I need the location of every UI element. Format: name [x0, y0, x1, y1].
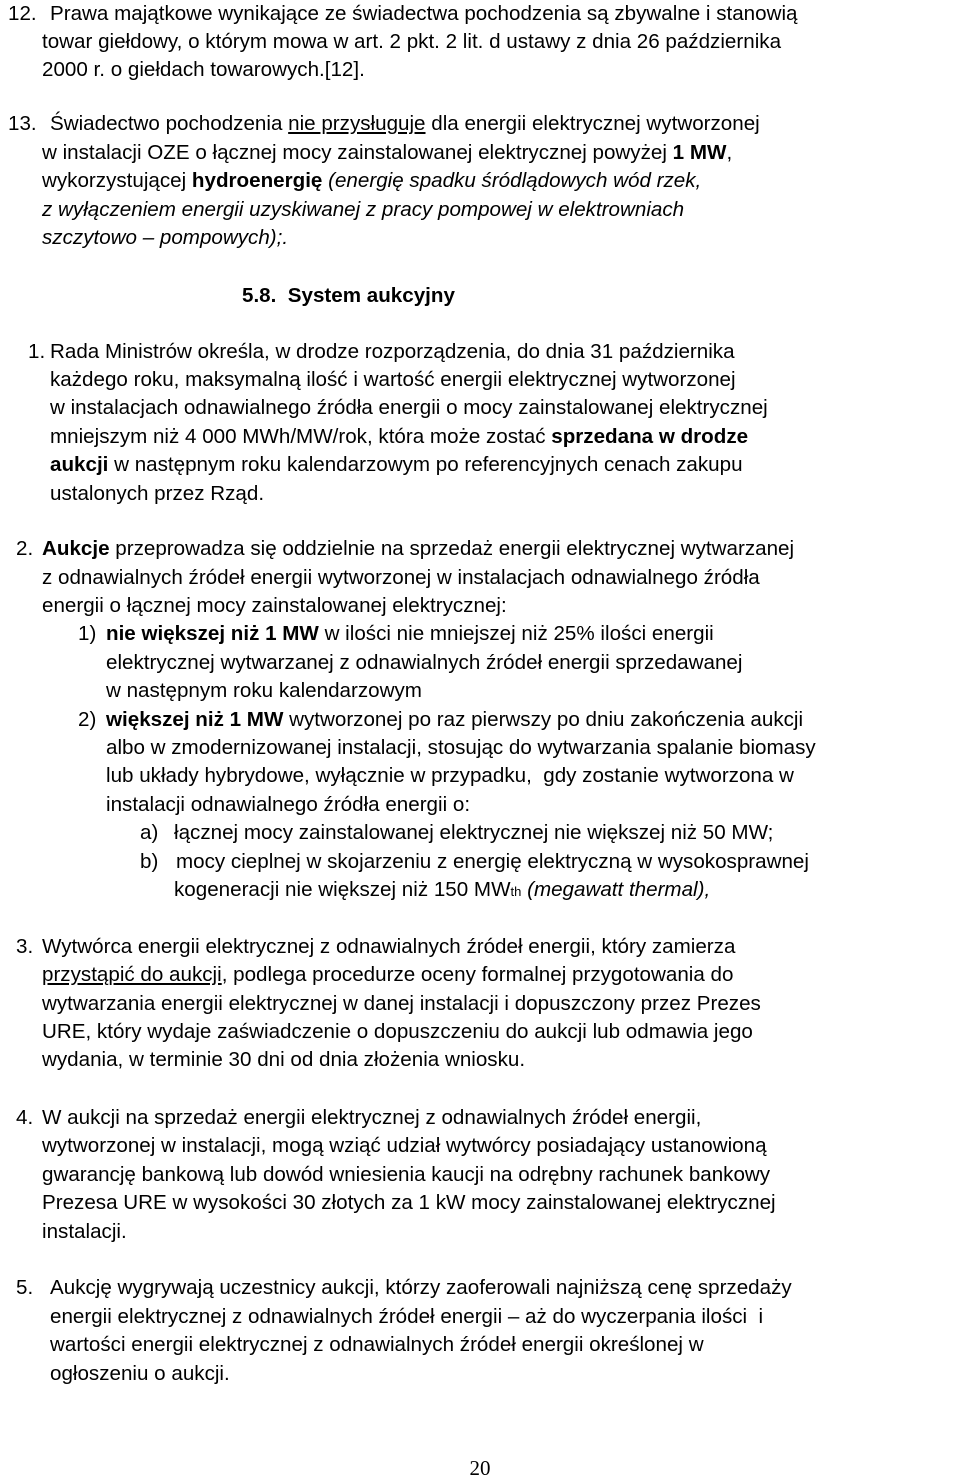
- text-line: wartości energii elektrycznej z odnawialnych źródeł energii określonej w: [50, 1333, 704, 1356]
- text-line: szczytowo – pompowych);.: [42, 226, 289, 249]
- text-line: lub układy hybrydowe, wyłącznie w przypadku, gdy zostanie wytworzona w: [106, 764, 794, 787]
- text-line: Prezesa URE w wysokości 30 złotych za 1 kW mocy zainstalowanej elektrycznej: [42, 1191, 776, 1214]
- subscript-text: th: [510, 884, 522, 899]
- text-line: Aukcję wygrywają uczestnicy aukcji, którzy zaoferowali najniższą cenę sprzedaży: [50, 1276, 792, 1299]
- text-line: energii elektrycznej z odnawialnych źródeł energii – aż do wyczerpania ilości i: [50, 1305, 764, 1328]
- text-line: w instalacjach odnawialnego źródła energii o mocy zainstalowanej elektrycznej: [50, 396, 768, 419]
- text-run: w instalacji OZE o łącznej mocy zainstalowanej elektrycznej powyżej: [42, 141, 673, 164]
- item-number: 5.: [16, 1276, 34, 1299]
- text-run: , podlega procedurze oceny formalnej przygotowania do: [221, 963, 734, 986]
- text-line: wytworzonej w instalacji, mogą wziąć udział wytwórcy posiadający ustanowioną: [42, 1134, 767, 1157]
- text-line: [106, 620, 714, 649]
- item-number: 4.: [16, 1106, 34, 1129]
- text-line: [42, 139, 732, 168]
- text-line: Prawa majątkowe wynikające ze świadectwa pochodzenia są zbywalne i stanowią: [50, 2, 798, 25]
- paragraph-number: 13.: [8, 112, 37, 135]
- bold-text: większej niż 1 MW: [106, 708, 284, 731]
- text-line: [50, 110, 760, 139]
- text-line: w następnym roku kalendarzowym: [106, 679, 422, 702]
- underlined-text: nie przysługuje: [288, 112, 426, 135]
- text-line: łącznej mocy zainstalowanej elektrycznej nie większej niż 50 MW;: [174, 821, 774, 844]
- text-run: kogeneracji nie większej niż 150 MW: [174, 878, 511, 901]
- text-line: elektrycznej wytwarzanej z odnawialnych źródeł energii sprzedawanej: [106, 651, 743, 674]
- text-line: wytwarzania energii elektrycznej w danej instalacji i dopuszczony przez Prezes: [42, 992, 761, 1015]
- text-run: dla energii elektrycznej wytworzonej: [425, 112, 760, 135]
- bold-text: sprzedana w drodze: [551, 425, 749, 448]
- text-line: instalacji.: [42, 1220, 127, 1243]
- text-line: [42, 961, 733, 990]
- bold-text: aukcji: [50, 453, 109, 476]
- text-line: energii o łącznej mocy zainstalowanej elektrycznej:: [42, 594, 507, 617]
- text-line: [50, 423, 748, 452]
- text-run: Świadectwo pochodzenia: [50, 112, 289, 135]
- bold-text: hydroenergię: [191, 169, 323, 192]
- text-run: przeprowadza się oddzielnie na sprzedaż energii elektrycznej wytwarzanej: [109, 537, 795, 560]
- page-number: 20: [469, 1456, 491, 1480]
- italic-text: (megawatt thermal),: [521, 878, 711, 901]
- bold-text: nie większej niż 1 MW: [106, 622, 319, 645]
- text-run: wykorzystującej: [42, 169, 192, 192]
- text-line: instalacji odnawialnego źródła energii o:: [106, 793, 471, 816]
- text-run: w następnym roku kalendarzowym po referencyjnych cenach zakupu: [108, 453, 743, 476]
- text-line: W aukcji na sprzedaż energii elektrycznej z odnawialnych źródeł energii,: [42, 1106, 702, 1129]
- underlined-text: przystąpić do aukcji: [42, 963, 222, 986]
- text-line: mocy cieplnej w skojarzeniu z energię elektryczną w wysokosprawnej: [176, 850, 809, 873]
- subitem-number: 1): [78, 622, 97, 645]
- subitem-letter: b): [140, 850, 159, 873]
- italic-text: (energię spadku śródlądowych wód rzek,: [322, 169, 702, 192]
- text-line: wydania, w terminie 30 dni od dnia złożenia wniosku.: [42, 1048, 526, 1071]
- text-run: wytworzonej po raz pierwszy po dniu zakończenia aukcji: [283, 708, 804, 731]
- text-line: [42, 167, 701, 196]
- paragraph-number: 12.: [8, 2, 37, 25]
- bold-text: 1 MW: [672, 141, 727, 164]
- text-run: mniejszym niż 4 000 MWh/MW/rok, która może zostać: [50, 425, 552, 448]
- text-line: towar giełdowy, o którym mowa w art. 2 pkt. 2 lit. d ustawy z dnia 26 października: [42, 30, 782, 53]
- section-heading: 5.8. System aukcyjny: [242, 284, 455, 307]
- text-line: z wyłączeniem energii uzyskiwanej z pracy pompowej w elektrowniach: [42, 198, 685, 221]
- text-run: w ilości nie mniejszej niż 25% ilości energii: [318, 622, 714, 645]
- item-number: 2.: [16, 537, 34, 560]
- text-line: [50, 451, 743, 480]
- text-line: [174, 876, 710, 907]
- text-run: ,: [726, 141, 733, 164]
- text-line: [42, 535, 794, 564]
- text-line: 2000 r. o giełdach towarowych.[12].: [42, 58, 365, 81]
- subitem-letter: a): [140, 821, 159, 844]
- text-line: gwarancję bankową lub dowód wniesienia kaucji na odrębny rachunek bankowy: [42, 1163, 771, 1186]
- item-number: 3.: [16, 935, 34, 958]
- text-line: ustalonych przez Rząd.: [50, 482, 265, 505]
- text-line: URE, który wydaje zaświadczenie o dopuszczeniu do aukcji lub odmawia jego: [42, 1020, 753, 1043]
- text-line: albo w zmodernizowanej instalacji, stosując do wytwarzania spalanie biomasy: [106, 736, 816, 759]
- text-line: [106, 706, 803, 735]
- text-line: Wytwórca energii elektrycznej z odnawialnych źródeł energii, który zamierza: [42, 935, 736, 958]
- subitem-number: 2): [78, 708, 97, 731]
- text-line: ogłoszeniu o aukcji.: [50, 1362, 230, 1385]
- text-line: z odnawialnych źródeł energii wytworzonej w instalacjach odnawialnego źródła: [42, 566, 760, 589]
- text-line: każdego roku, maksymalną ilość i wartość energii elektrycznej wytworzonej: [50, 368, 736, 391]
- text-line: Rada Ministrów określa, w drodze rozporządzenia, do dnia 31 października: [50, 340, 735, 363]
- bold-text: Aukcje: [42, 537, 110, 560]
- item-number: 1.: [28, 340, 46, 363]
